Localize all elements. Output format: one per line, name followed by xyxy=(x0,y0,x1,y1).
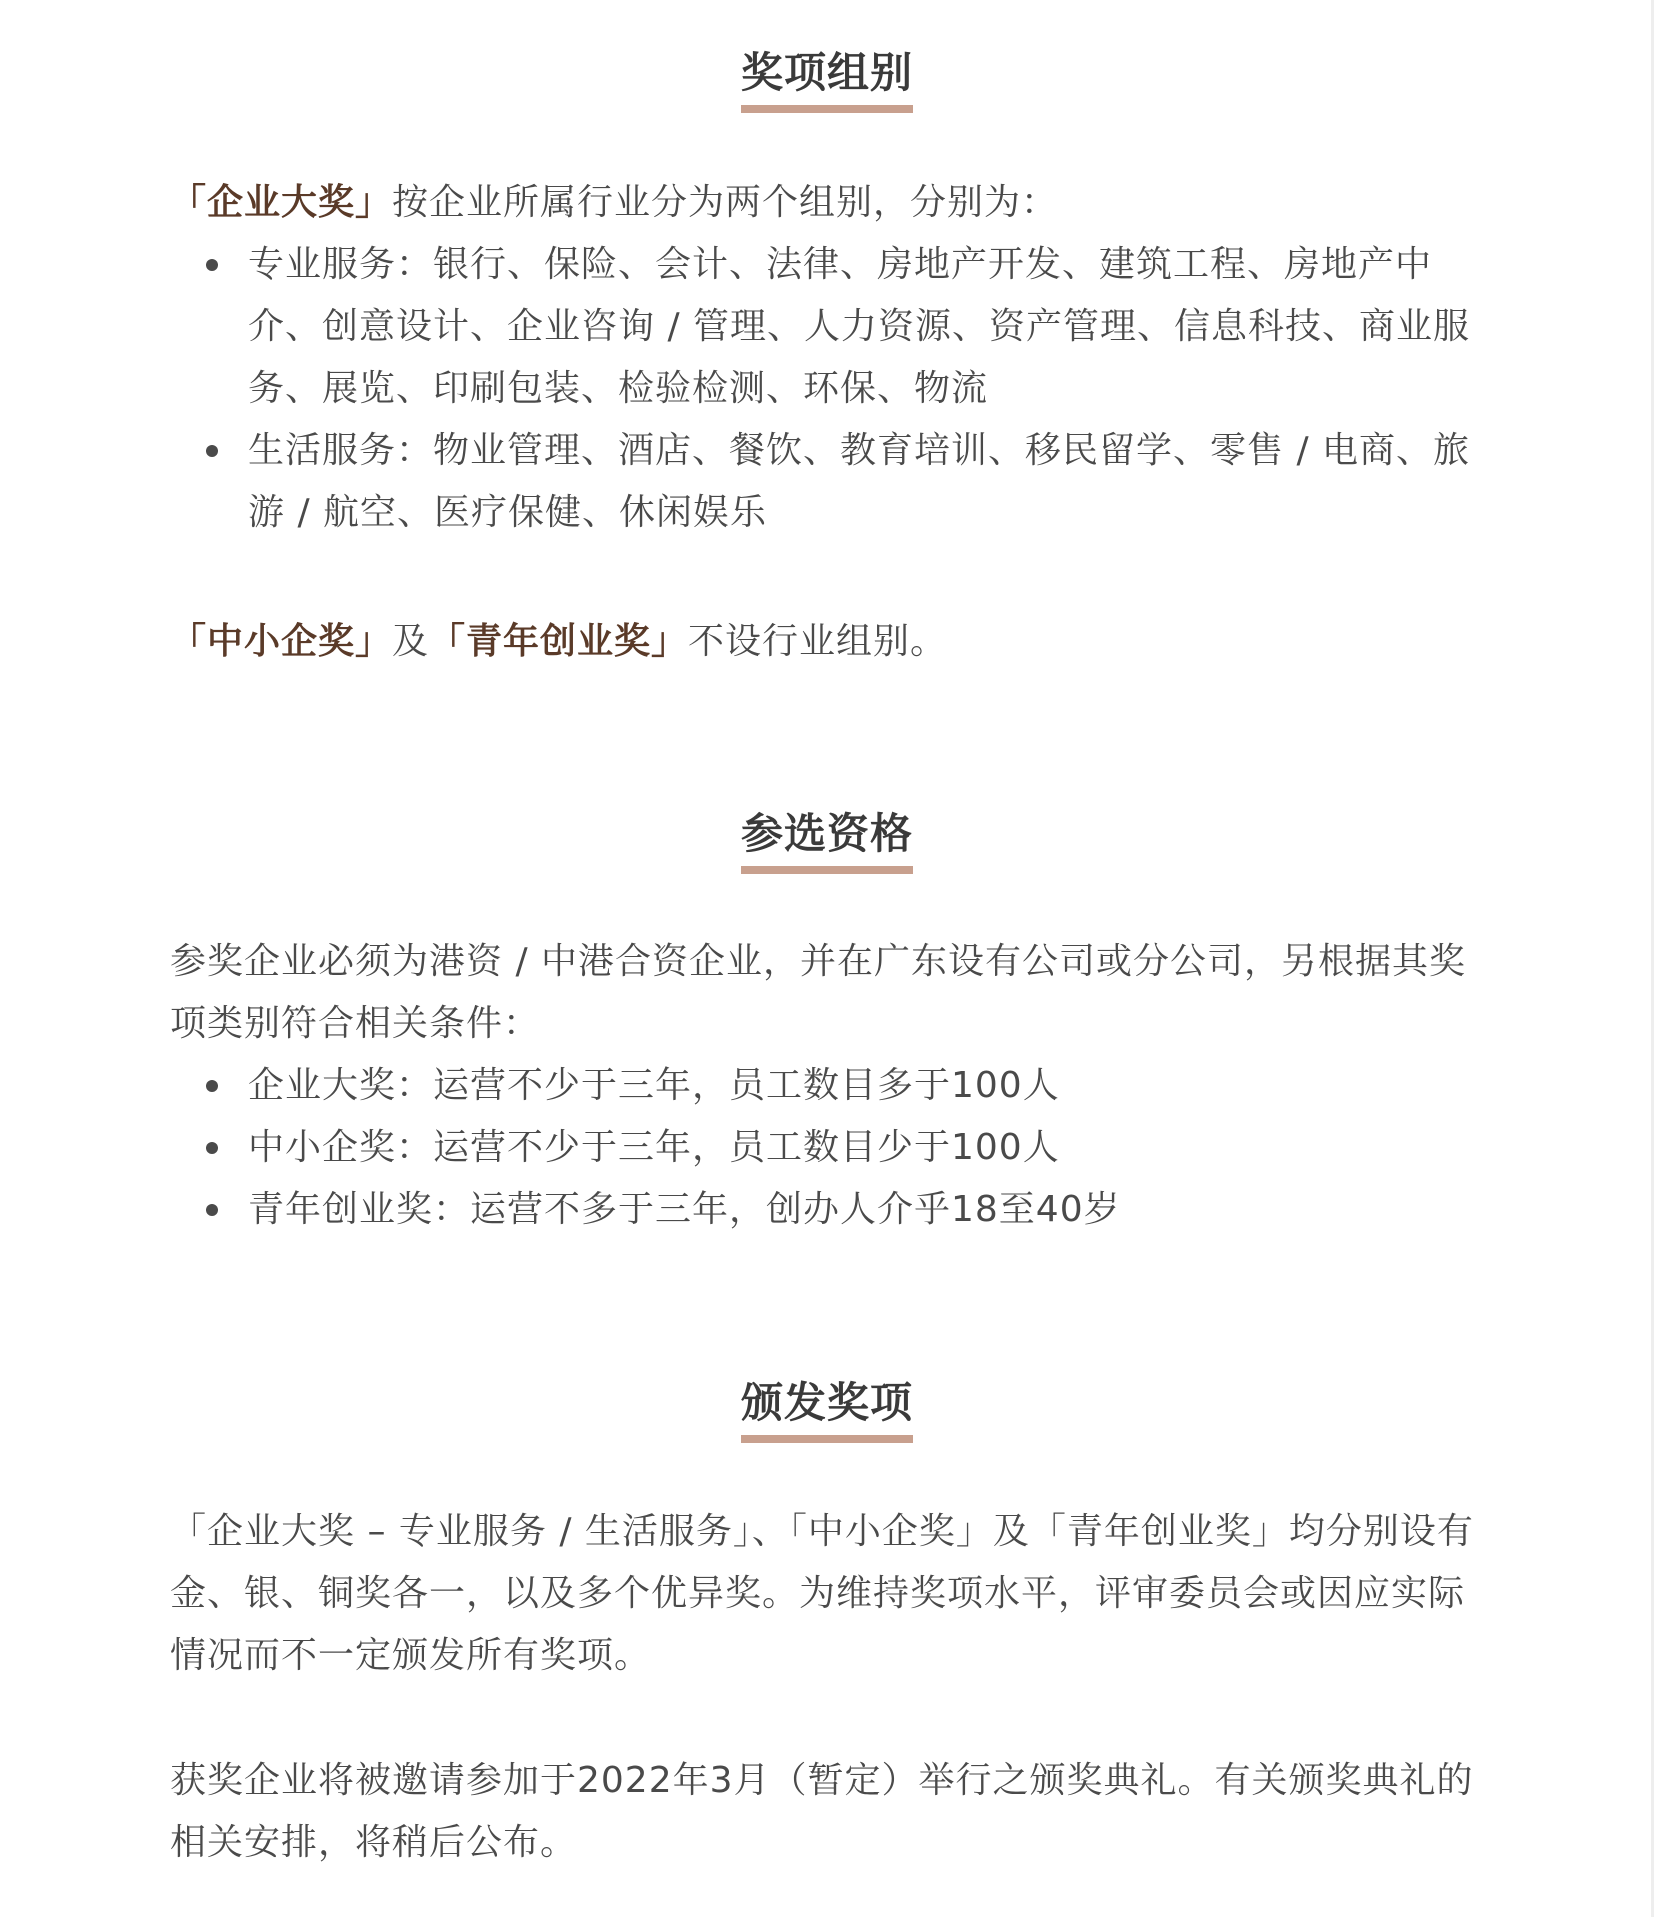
bullet-icon xyxy=(206,1080,218,1092)
eligibility-list xyxy=(170,1055,1484,1241)
list-item xyxy=(170,420,1484,544)
awards-para-2-text: 获奖企业将被邀请参加于2022年3月（暂定）举行之颁奖典礼。有关颁奖典礼的相关安排，将稍后公布。 xyxy=(170,1760,1474,1863)
section-title-text: 参选资格 xyxy=(741,806,913,874)
section-title-eligibility xyxy=(0,806,1654,874)
awards-para-2 xyxy=(170,1750,1484,1874)
eligibility-intro xyxy=(170,931,1484,1055)
enterprise-award-label: 「企业大奖」 xyxy=(170,182,393,223)
sme-award-label: 「中小企奖」 xyxy=(170,621,393,662)
groups-note xyxy=(170,611,1484,673)
youth-award-label: 「青年创业奖」 xyxy=(429,621,689,662)
list-item xyxy=(170,1117,1484,1179)
bullet-icon xyxy=(206,445,218,457)
groups-list xyxy=(170,234,1484,544)
section-title-text: 奖项组别 xyxy=(741,45,913,113)
bullet-icon xyxy=(206,1142,218,1154)
section-title-text: 颁发奖项 xyxy=(741,1375,913,1443)
section-title-groups xyxy=(0,45,1654,113)
section-title-awards xyxy=(0,1375,1654,1443)
list-item xyxy=(170,1179,1484,1241)
groups-note-text: 不设行业组别。 xyxy=(688,621,948,662)
eligibility-intro-text: 参奖企业必须为港资 / 中港合资企业，并在广东设有公司或分公司，另根据其奖项类别符合相关条件： xyxy=(170,941,1467,1044)
groups-note-and: 及 xyxy=(392,621,430,662)
awards-para-1-text: 「企业大奖 – 专业服务 / 生活服务」、「中小企奖」及「青年创业奖」均分别设有金、银、铜奖各一，以及多个优异奖。为维持奖项水平，评审委员会或因应实际情况而不一定颁发所有奖项。 xyxy=(170,1511,1474,1676)
groups-intro-text: 按企业所属行业分为两个组别，分别为： xyxy=(392,182,1059,223)
list-item-text: 专业服务：银行、保险、会计、法律、房地产开发、建筑工程、房地产中介、创意设计、企业咨询 / 管理、人力资源、资产管理、信息科技、商业服务、展览、印刷包装、检验检测、环保、物流 xyxy=(248,244,1471,409)
list-item-text: 中小企奖：运营不少于三年，员工数目少于100人 xyxy=(248,1127,1060,1168)
groups-intro xyxy=(170,172,1484,234)
list-item xyxy=(170,234,1484,420)
bullet-icon xyxy=(206,259,218,271)
awards-para-1 xyxy=(170,1501,1484,1687)
list-item-text: 生活服务：物业管理、酒店、餐饮、教育培训、移民留学、零售 / 电商、旅游 / 航空、医疗保健、休闲娱乐 xyxy=(248,430,1471,533)
list-item xyxy=(170,1055,1484,1117)
list-item-text: 企业大奖：运营不少于三年，员工数目多于100人 xyxy=(248,1065,1060,1106)
list-item-text: 青年创业奖：运营不多于三年，创办人介乎18至40岁 xyxy=(248,1189,1121,1230)
bullet-icon xyxy=(206,1204,218,1216)
